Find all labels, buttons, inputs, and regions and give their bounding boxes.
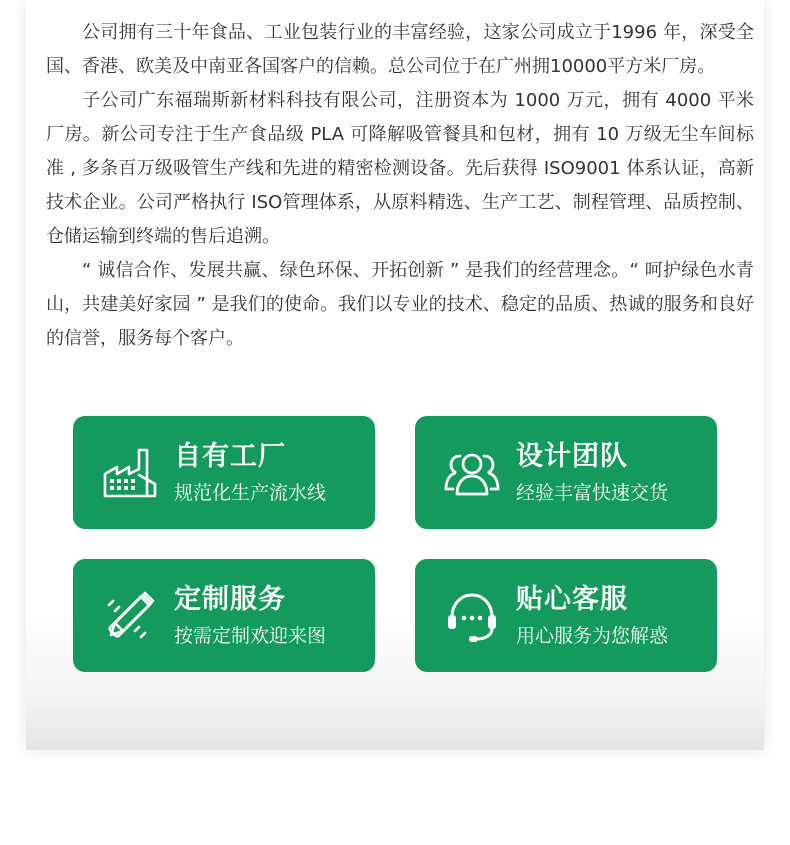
- feature-subtitle: 经验丰富快速交货: [516, 482, 669, 504]
- feature-title: 自有工厂: [174, 441, 286, 472]
- feature-title: 定制服务: [174, 584, 286, 615]
- feature-title: 贴心客服: [516, 584, 628, 615]
- intro-paragraph-1: 公司拥有三十年食品、工业包装行业的丰富经验，这家公司成立于1996 年，深受全国、香港、欧美及中南亚各国客户的信赖。总公司位于在广州拥10000平方米厂房。: [46, 22, 754, 77]
- feature-subtitle: 用心服务为您解惑: [516, 625, 669, 647]
- feature-card-support: [415, 559, 717, 672]
- feature-title: 设计团队: [516, 441, 628, 472]
- headset-icon: [443, 587, 501, 645]
- feature-card-custom: [73, 559, 375, 672]
- intro-paragraph-2: 子公司广东福瑞斯新材料科技有限公司，注册资本为 1000 万元，拥有 4000 平米厂房。新公司专注于生产食品级 PLA 可降解吸管餐具和包材，拥有 10 万级无尘车间标准 , 多条百万级吸管生产线和先进的精密检测设备。先后获得 ISO9001 体系认证，高新技术企业。公司严格执行 ISO管理体系，从原料精选、生产工艺、制程管理、品质控制、仓储运输到终端的售后追溯。: [46, 90, 754, 247]
- intro-paragraph-3: “ 诚信合作、发展共赢、绿色环保、开拓创新 ” 是我们的经营理念。“ 呵护绿色水青山，共建美好家园 ” 是我们的使命。我们以专业的技术、稳定的品质、热诚的服务和良好的信誉，服务每个客户。: [46, 260, 754, 349]
- team-icon: [443, 444, 501, 502]
- factory-icon: [101, 444, 159, 502]
- feature-card-team: [415, 416, 717, 529]
- company-intro: [46, 16, 754, 356]
- feature-card-factory: [73, 416, 375, 529]
- pencil-ruler-icon: [101, 587, 159, 645]
- feature-subtitle: 规范化生产流水线: [174, 482, 327, 504]
- feature-subtitle: 按需定制欢迎来图: [174, 625, 327, 647]
